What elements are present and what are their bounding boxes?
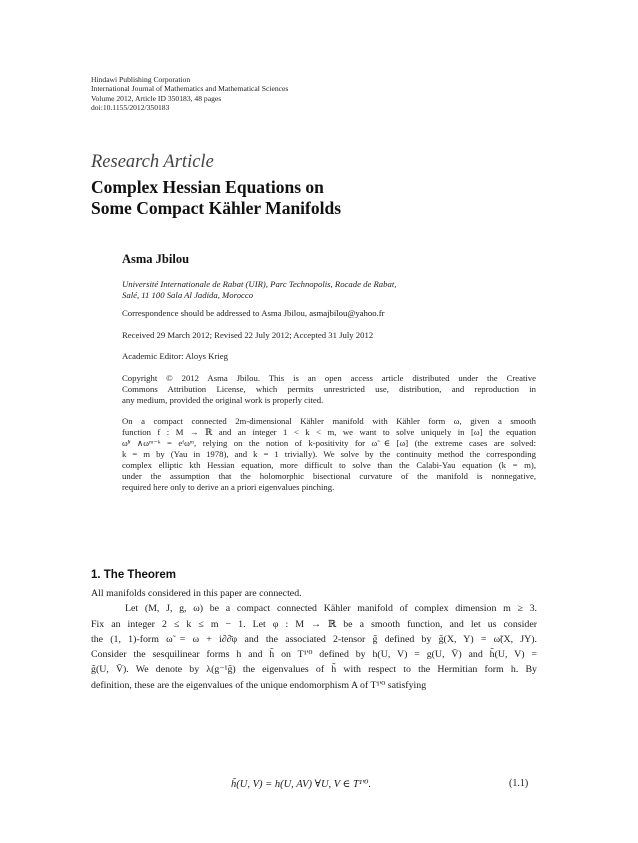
editor-line: Academic Editor: Aloys Krieg [122,351,228,361]
journal-line: International Journal of Mathematics and Mathematical Sciences [91,84,289,94]
abstract-line: complex elliptic kth Hessian equation, more difficult to solve than the Calabi-Yau equation (k = m), [122,460,536,470]
body-line: Let (M, J, g, ω) be a compact connected Kähler manifold of complex dimension m ≥ 3. [125,603,537,615]
body-line: the (1, 1)-form ω̃ = ω + i∂∂̄φ and the associated 2-tensor g̃ defined by g̃(X, Y) = ω̃(X, JY). [91,633,537,645]
body-line: All manifolds considered in this paper are connected. [91,588,302,599]
abstract-line: under the assumption that the holomorphic bisectional curvature of the manifold is nonnegative, [122,471,536,481]
correspondence-text: Correspondence should be addressed to Asma Jbilou, [122,308,310,318]
copyright-line: Commons Attribution License, which permits unrestricted use, distribution, and reproduction in [122,384,536,394]
dates-line: Received 29 March 2012; Revised 22 July 2012; Accepted 31 July 2012 [122,330,374,340]
copyright [122,373,536,406]
title-line: Complex Hessian Equations on [91,177,324,197]
abstract-line: required here only to derive an a priori eigenvalues pinching. [122,482,335,492]
section-heading: 1. The Theorem [91,569,176,581]
doi-line: doi:10.1155/2012/350183 [91,103,170,113]
abstract-line: k = m by (Yau in 1978), and k = 1 trivially). We solve by the continuity method the corresponding [122,449,536,459]
affiliation-line: Salé, 11 100 Sala Al Jadida, Morocco [122,290,254,300]
affiliation-line: Université Internationale de Rabat (UIR), Parc Technopolis, Rocade de Rabat, [122,279,397,289]
paper-title [91,177,341,219]
title-line: Some Compact Kähler Manifolds [91,198,342,218]
abstract-line: On a compact connected 2m-dimensional Kähler manifold with Kähler form ω, given a smooth [122,416,536,426]
affiliation [122,279,536,301]
publisher-line: Hindawi Publishing Corporation [91,75,191,84]
equation-number: (1.1) [509,778,529,789]
correspondence [122,308,536,319]
body-line: Consider the sesquilinear forms h and h̃ on T¹'⁰ defined by h(U, V) = g(U, V̄) and h̃(U, V) = [91,649,537,661]
article-type: Research Article [91,152,214,172]
abstract-line: function f : M → ℝ and an integer 1 < k < m, we want to solve uniquely in [ω] the equation [122,427,536,437]
author-name: Asma Jbilou [122,252,190,266]
journal-header [91,75,288,113]
volume-line: Volume 2012, Article ID 350183, 48 pages [91,93,222,103]
equation: h̃(U, V) = h(U, AV) ∀U, V ∈ T¹'⁰. [231,779,372,790]
email-link[interactable]: asmajbilou@yahoo.fr [309,308,385,318]
copyright-line: any medium, provided the original work is properly cited. [122,395,324,405]
body-line: Fix an integer 2 ≤ k ≤ m − 1. Let φ : M → ℝ be a smooth function, and let us consider [91,618,537,630]
copyright-line: Copyright © 2012 Asma Jbilou. This is an open access article distributed under the Creative [122,373,536,383]
body-line: g̃(U, V̄). We denote by λ(g⁻¹g̃) the eigenvalues of h̃ with respect to the Hermitian form h. By [91,664,537,676]
body-line: definition, these are the eigenvalues of the unique endomorphism A of T¹'⁰ satisfying [91,679,427,691]
abstract-line: ω̃ᵏ ∧ωᵐ⁻ᵏ = eᶠωᵐ, relying on the notion of k-positivity for ω̃ ∈ [ω] (the extreme cases are solved: [122,438,536,448]
abstract [122,416,536,493]
body-text [91,586,537,693]
